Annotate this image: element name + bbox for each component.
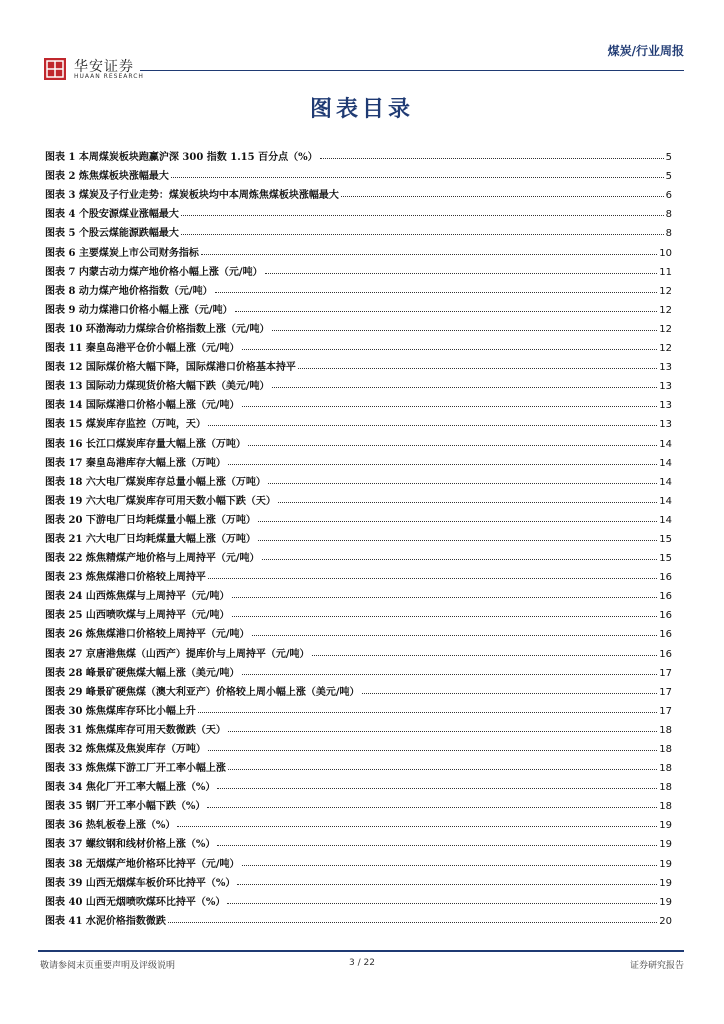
toc-entry[interactable] (45, 507, 672, 526)
toc-entry-page: 19 (659, 839, 672, 851)
table-of-figures (45, 144, 672, 927)
toc-leader-dots (168, 921, 657, 923)
toc-entry[interactable] (45, 602, 672, 621)
toc-entry-page: 18 (659, 763, 672, 775)
toc-entry-label: 图表 16 长江口煤炭库存量大幅上涨（万吨） (45, 438, 246, 450)
toc-entry[interactable] (45, 717, 672, 736)
toc-entry-label: 图表 30 炼焦煤库存环比小幅上升 (45, 705, 196, 717)
toc-leader-dots (362, 692, 658, 694)
toc-entry-page: 13 (659, 381, 672, 393)
toc-leader-dots (171, 176, 664, 178)
toc-entry-label: 图表 4 个股安源煤业涨幅最大 (45, 209, 179, 221)
toc-leader-dots (228, 463, 657, 465)
toc-leader-dots (320, 157, 664, 159)
toc-entry-label: 图表 20 下游电厂日均耗煤量小幅上涨（万吨） (45, 514, 256, 526)
toc-entry-label: 图表 23 炼焦煤港口价格较上周持平 (45, 572, 206, 584)
toc-entry-page: 14 (659, 457, 672, 469)
toc-entry[interactable] (45, 870, 672, 889)
toc-entry-label: 图表 22 炼焦精煤产地价格与上周持平（元/吨） (45, 553, 260, 565)
toc-entry[interactable] (45, 698, 672, 717)
toc-leader-dots (228, 768, 657, 770)
toc-entry-label: 图表 5 个股云煤能源跌幅最大 (45, 228, 179, 240)
toc-entry-page: 17 (659, 667, 672, 679)
page-title: 图表目录 (309, 97, 414, 122)
toc-entry-page: 19 (659, 896, 672, 908)
toc-entry-page: 18 (659, 724, 672, 736)
toc-entry-label: 图表 35 钢厂开工率小幅下跌（%） (45, 801, 206, 813)
toc-entry-page: 12 (659, 343, 672, 355)
toc-entry[interactable] (45, 335, 672, 354)
toc-entry[interactable] (45, 889, 672, 908)
toc-entry[interactable] (45, 392, 672, 411)
toc-entry-page: 14 (659, 476, 672, 488)
toc-leader-dots (242, 864, 658, 866)
toc-entry[interactable] (45, 755, 672, 774)
toc-entry-page: 8 (665, 209, 672, 221)
toc-entry[interactable] (45, 679, 672, 698)
toc-entry-label: 图表 40 山西无烟喷吹煤环比持平（%） (45, 896, 226, 908)
toc-entry-page: 11 (659, 266, 672, 278)
toc-entry-label: 图表 14 国际煤港口价格小幅上涨（元/吨） (45, 400, 240, 412)
toc-entry-page: 18 (659, 744, 672, 755)
toc-entry-label: 图表 21 六大电厂日均耗煤量大幅上涨（万吨） (45, 533, 256, 545)
footer-disclaimer: 敬请参阅末页重要声明及评级说明 (40, 961, 176, 971)
toc-entry-page: 17 (659, 705, 672, 717)
toc-leader-dots (177, 825, 657, 827)
toc-entry-page: 15 (659, 533, 672, 545)
toc-entry-page: 19 (659, 820, 672, 832)
toc-entry-page: 16 (659, 591, 672, 603)
toc-entry-label: 图表 31 炼焦煤库存可用天数微跌（天） (45, 724, 226, 736)
toc-entry[interactable] (45, 239, 672, 258)
toc-entry-label: 图表 19 六大电厂煤炭库存可用天数小幅下跌（天） (45, 495, 276, 507)
toc-leader-dots (208, 577, 657, 579)
toc-entry-page: 17 (659, 686, 672, 698)
toc-entry[interactable] (45, 908, 672, 927)
toc-entry-label: 图表 26 炼焦煤港口价格较上周持平（元/吨） (45, 629, 250, 641)
toc-entry-page: 16 (659, 629, 672, 641)
toc-leader-dots (268, 482, 657, 484)
toc-entry[interactable] (45, 660, 672, 679)
toc-entry[interactable] (45, 144, 672, 163)
toc-leader-dots (217, 787, 657, 789)
toc-entry[interactable] (45, 564, 672, 583)
report-category: 煤炭/行业周报 (607, 44, 684, 58)
toc-leader-dots (181, 233, 664, 235)
toc-leader-dots (228, 730, 657, 732)
toc-entry-label: 图表 37 螺纹钢和线材价格上涨（%） (45, 839, 216, 851)
toc-entry[interactable] (45, 297, 672, 316)
toc-entry-label: 图表 32 炼焦煤及焦炭库存（万吨） (45, 744, 206, 755)
toc-entry-page: 13 (659, 400, 672, 412)
toc-entry-label: 图表 38 无烟煤产地价格环比持平（元/吨） (45, 858, 240, 870)
toc-entry-page: 6 (665, 190, 672, 202)
toc-entry[interactable] (45, 793, 672, 812)
toc-entry-label: 图表 34 焦化厂开工率大幅上涨（%） (45, 782, 216, 794)
toc-entry[interactable] (45, 411, 672, 430)
toc-entry-page: 16 (659, 648, 672, 660)
toc-entry-label: 图表 2 炼焦煤板块涨幅最大 (45, 171, 169, 183)
toc-entry-label: 图表 29 峰景矿硬焦煤（澳大利亚产）价格较上周小幅上涨（美元/吨） (45, 686, 360, 698)
toc-leader-dots (248, 444, 657, 446)
toc-entry-page: 19 (659, 858, 672, 870)
report-type: 证券研究报告 (629, 961, 684, 971)
toc-entry[interactable] (45, 583, 672, 602)
toc-entry-page: 19 (659, 877, 672, 889)
toc-entry[interactable] (45, 259, 672, 278)
toc-entry[interactable] (45, 469, 672, 488)
toc-entry-page: 18 (659, 782, 672, 794)
toc-entry-label: 图表 24 山西炼焦煤与上周持平（元/吨） (45, 591, 230, 603)
toc-entry[interactable] (45, 278, 672, 297)
header-divider (140, 70, 684, 71)
toc-leader-dots (265, 272, 658, 274)
toc-leader-dots (198, 711, 657, 713)
toc-entry-page: 12 (659, 323, 672, 335)
toc-entry-page: 5 (665, 171, 672, 183)
toc-entry[interactable] (45, 621, 672, 640)
toc-entry-page: 13 (659, 419, 672, 431)
toc-entry-page: 16 (659, 610, 672, 622)
toc-entry[interactable] (45, 354, 672, 373)
toc-entry-label: 图表 9 动力煤港口价格小幅上涨（元/吨） (45, 304, 233, 316)
toc-entry[interactable] (45, 526, 672, 545)
toc-entry-label: 图表 18 六大电厂煤炭库存总量小幅上涨（万吨） (45, 476, 266, 488)
toc-leader-dots (207, 806, 657, 808)
toc-leader-dots (252, 634, 658, 636)
toc-leader-dots (258, 539, 657, 541)
toc-entry-label: 图表 33 炼焦煤下游工厂开工率小幅上涨 (45, 763, 226, 775)
toc-leader-dots (272, 386, 658, 388)
toc-leader-dots (272, 329, 658, 331)
page-header (40, 40, 684, 78)
toc-entry[interactable] (45, 545, 672, 564)
toc-entry-label: 图表 8 动力煤产地价格指数（元/吨） (45, 285, 213, 297)
toc-entry[interactable] (45, 640, 672, 659)
toc-entry[interactable] (45, 373, 672, 392)
toc-leader-dots (217, 844, 657, 846)
toc-entry-page: 8 (665, 228, 672, 240)
toc-entry-page: 13 (659, 362, 672, 374)
toc-entry-page: 18 (659, 801, 672, 813)
toc-entry-label: 图表 39 山西无烟煤车板价环比持平（%） (45, 877, 236, 889)
toc-entry[interactable] (45, 450, 672, 469)
toc-entry-label: 图表 36 热轧板卷上涨（%） (45, 820, 176, 832)
toc-leader-dots (215, 291, 658, 293)
toc-entry[interactable] (45, 736, 672, 755)
toc-leader-dots (208, 424, 657, 426)
toc-entry-page: 14 (659, 438, 672, 450)
toc-entry-label: 图表 17 秦皇岛港库存大幅上涨（万吨） (45, 457, 226, 469)
toc-entry[interactable] (45, 812, 672, 831)
toc-entry-label: 图表 10 环渤海动力煤综合价格指数上涨（元/吨） (45, 323, 270, 335)
toc-entry[interactable] (45, 850, 672, 869)
logo-chinese-name: 华安证券 (74, 59, 134, 75)
toc-leader-dots (242, 348, 658, 350)
toc-entry-page: 10 (659, 247, 672, 259)
toc-entry-label: 图表 27 京唐港焦煤（山西产）提库价与上周持平（元/吨） (45, 648, 310, 660)
toc-leader-dots (181, 214, 664, 216)
footer-divider (38, 950, 684, 952)
toc-entry[interactable] (45, 430, 672, 449)
toc-entry[interactable] (45, 201, 672, 220)
toc-leader-dots (298, 367, 657, 369)
logo-english-name: HUAAN RESEARCH (74, 73, 144, 80)
toc-leader-dots (341, 195, 664, 197)
toc-entry-label: 图表 28 峰景矿硬焦煤大幅上涨（美元/吨） (45, 667, 240, 679)
toc-entry-label: 图表 41 水泥价格指数微跌 (45, 915, 166, 927)
toc-entry-page: 14 (659, 514, 672, 526)
toc-leader-dots (278, 501, 657, 503)
toc-entry-label: 图表 3 煤炭及子行业走势：煤炭板块均中本周炼焦煤板块涨幅最大 (45, 190, 339, 202)
toc-leader-dots (232, 615, 658, 617)
toc-entry[interactable] (45, 488, 672, 507)
toc-leader-dots (242, 405, 658, 407)
toc-leader-dots (237, 883, 657, 885)
toc-leader-dots (201, 253, 657, 255)
toc-leader-dots (208, 749, 657, 751)
toc-entry-label: 图表 1 本周煤炭板块跑赢沪深 300 指数 1.15 百分点（%） (45, 152, 318, 164)
toc-entry-label: 图表 13 国际动力煤现货价格大幅下跌（美元/吨） (45, 381, 270, 393)
toc-entry[interactable] (45, 220, 672, 239)
toc-entry-page: 20 (659, 915, 672, 927)
toc-entry-page: 5 (665, 152, 672, 164)
toc-entry-label: 图表 6 主要煤炭上市公司财务指标 (45, 247, 199, 259)
toc-leader-dots (227, 902, 657, 904)
toc-entry-page: 12 (659, 304, 672, 316)
toc-entry[interactable] (45, 182, 672, 201)
toc-leader-dots (262, 558, 658, 560)
toc-leader-dots (312, 654, 658, 656)
huaan-logo-icon (44, 58, 66, 80)
toc-entry-page: 14 (659, 495, 672, 507)
toc-entry[interactable] (45, 163, 672, 182)
toc-entry[interactable] (45, 774, 672, 793)
toc-entry-page: 12 (659, 285, 672, 297)
toc-leader-dots (232, 596, 658, 598)
toc-leader-dots (235, 310, 658, 312)
toc-entry-label: 图表 11 秦皇岛港平仓价小幅上涨（元/吨） (45, 343, 240, 355)
toc-entry-page: 16 (659, 572, 672, 584)
toc-entry-page: 15 (659, 553, 672, 565)
toc-entry-label: 图表 7 内蒙古动力煤产地价格小幅上涨（元/吨） (45, 266, 263, 278)
toc-entry-label: 图表 15 煤炭库存监控（万吨，天） (45, 419, 206, 431)
toc-entry[interactable] (45, 831, 672, 850)
toc-entry-label: 图表 25 山西喷吹煤与上周持平（元/吨） (45, 610, 230, 622)
toc-entry-label: 图表 12 国际煤价格大幅下降，国际煤港口价格基本持平 (45, 362, 296, 374)
toc-entry[interactable] (45, 316, 672, 335)
toc-leader-dots (258, 520, 657, 522)
toc-leader-dots (242, 673, 658, 675)
page-number: 3 / 22 (349, 958, 375, 968)
